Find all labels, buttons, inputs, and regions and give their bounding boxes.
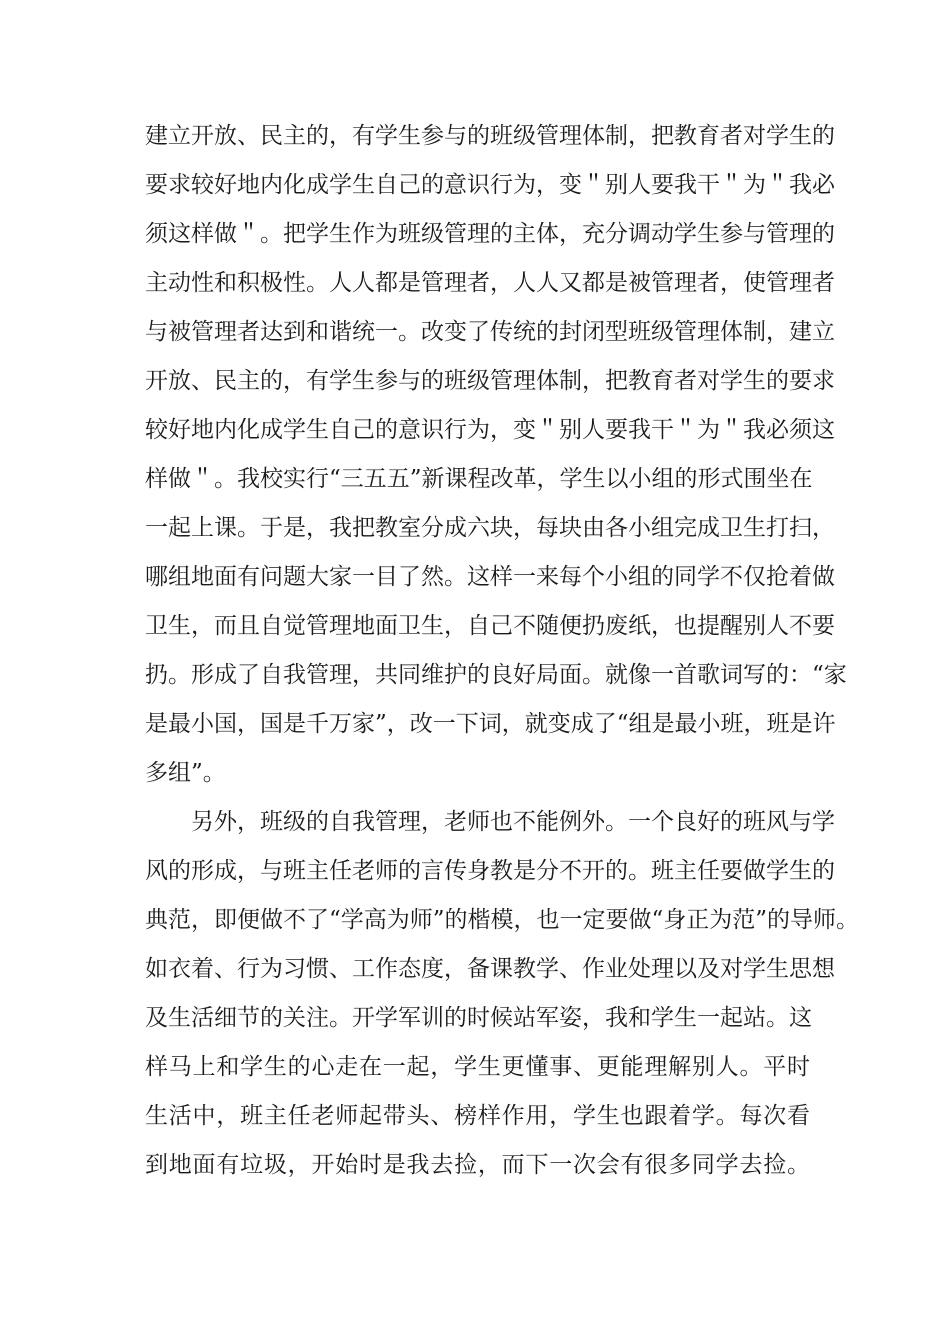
text-line: 卫生，而且自觉管理地面卫生，自己不随便扔废纸，也提醒别人不要 [145, 613, 835, 639]
text-line: 与被管理者达到和谐统一。改变了传统的封闭型班级管理体制，建立 [145, 319, 835, 345]
text-line: 较好地内化成学生自己的意识行为，变＂别人要我干＂为＂我必须这 [145, 417, 835, 443]
text-line: 一起上课。于是，我把教室分成六块，每块由各小组完成卫生打扫， [145, 515, 835, 541]
text-line: 须这样做＂。把学生作为班级管理的主体，充分调动学生参与管理的 [145, 221, 835, 247]
text-line: 如衣着、行为习惯、工作态度，备课教学、作业处理以及对学生思想 [145, 956, 835, 982]
text-line: 样做＂。我校实行“三五五”新课程改革，学生以小组的形式围坐在 [145, 466, 813, 492]
text-line: 及生活细节的关注。开学军训的时候站军姿，我和学生一起站。这 [145, 1005, 812, 1031]
text-line: 到地面有垃圾，开始时是我去捡，而下一次会有很多同学去捡。 [145, 1152, 810, 1178]
text-line: 是最小国，国是千万家”，改一下词，就变成了“组是最小班，班是许 [145, 711, 836, 737]
text-line: 典范，即便做不了“学高为师”的楷模，也一定要做“身正为范”的导师。 [145, 907, 860, 933]
text-line: 开放、民主的，有学生参与的班级管理体制，把教育者对学生的要求 [145, 368, 835, 394]
text-line: 风的形成，与班主任老师的言传身教是分不开的。班主任要做学生的 [145, 858, 835, 884]
text-line: 扔。形成了自我管理，共同维护的良好局面。就像一首歌词写的：“家 [145, 662, 847, 688]
text-line: 要求较好地内化成学生自己的意识行为，变＂别人要我干＂为＂我必 [145, 172, 835, 198]
text-line: 主动性和积极性。人人都是管理者，人人又都是被管理者，使管理者 [145, 270, 835, 296]
text-line: 多组”。 [145, 760, 226, 786]
body-text [145, 112, 860, 1190]
text-line: 生活中，班主任老师起带头、榜样作用，学生也跟着学。每次看 [145, 1103, 810, 1129]
text-line: 建立开放、民主的，有学生参与的班级管理体制，把教育者对学生的 [145, 123, 835, 149]
text-line: 样马上和学生的心走在一起，学生更懂事、更能理解别人。平时 [145, 1054, 810, 1080]
text-line: 哪组地面有问题大家一目了然。这样一来每个小组的同学不仅抢着做 [145, 564, 835, 590]
text-line: 另外，班级的自我管理，老师也不能例外。一个良好的班风与学 [191, 809, 835, 835]
